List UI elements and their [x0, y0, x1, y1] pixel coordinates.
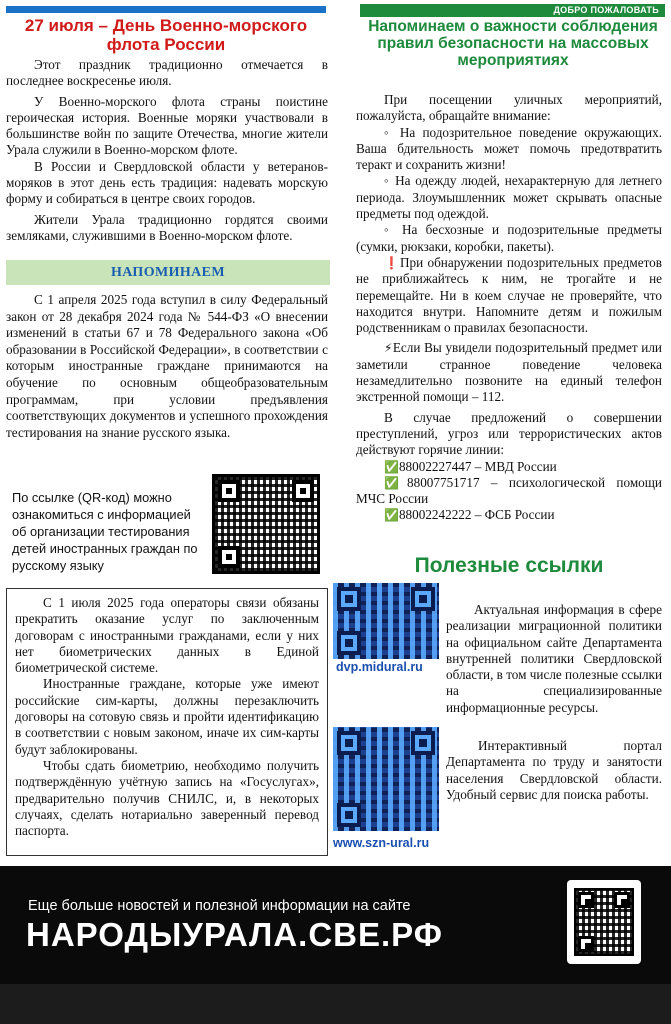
safety-bullet-1: ◦ На подозрительное поведение окружающих. Ваша бдительность может помочь предотвратить теракт и сохранить жизни!: [356, 124, 662, 173]
lightning-icon: ⚡: [384, 341, 393, 356]
sim-card-box: [6, 588, 328, 856]
hotline-2: ✅88007751717 – психологической помощи МЧС России: [356, 474, 662, 507]
safety-warning: ❗При обнаружении подозрительных предметов не приближайтесь к ним, не трогайте и не перемещайте. Ни в коем случае не проверяйте, что находится внутри. Напомните детям и пожилым родственникам о правилах безопасности.: [356, 254, 662, 336]
welcome-tag: ДОБРО ПОЖАЛОВАТЬ: [553, 5, 659, 15]
bullet-marker: ◦: [384, 222, 394, 238]
navy-para-1: Этот праздник традиционно отмечается в последнее воскресенье июля.: [6, 57, 328, 89]
hotline-3: ✅88002242222 – ФСБ России: [384, 507, 555, 523]
sim-para-2: Иностранные граждане, которые уже имеют российские сим-карты, должны перезаключить договоры на сотовую связь и пройти идентификацию в соответствии с новым законом, иначе их сим-карты будут заблокированы.: [15, 676, 319, 757]
bullet-marker: ◦: [384, 173, 391, 189]
bullet-marker: ◦: [384, 124, 393, 140]
safety-lightning: ⚡Если Вы увидели подозрительный предмет или заметили странное поведение человека незамедлительно позвоните на единый телефон экстренной помощи – 112.: [356, 340, 662, 405]
navy-day-text: [6, 57, 328, 244]
safety-intro: При посещении уличных мероприятий, пожалуйста, обращайте внимание:: [356, 92, 662, 124]
navy-para-2: У Военно-морского флота страны поистине героическая история. Военные моряки участвовали в большинстве войн по защите Отечества, многие жители Урала служили в Военно-морском флоте.: [6, 93, 328, 158]
footer-bottom-strip: [0, 984, 671, 1024]
szn-description: Интерактивный портал Департамента по труду и занятости населения Свердловской области. Удобный сервис для поиска работы.: [446, 738, 662, 802]
safety-bullet-2: ◦ На одежду людей, нехарактерную для летнего периода. Злоумышленник может скрывать опасные предметы под одеждой.: [356, 173, 663, 222]
footer-site-link[interactable]: НАРОДЫУРАЛА.СВЕ.РФ: [26, 916, 443, 953]
footer-caption: Еще больше новостей и полезной информации на сайте: [28, 898, 411, 914]
top-blue-bar: [6, 6, 326, 13]
footer-qr-frame: [567, 880, 641, 964]
szn-link[interactable]: www.szn-ural.ru: [333, 836, 430, 850]
reminder-para: С 1 апреля 2025 года вступил в силу Федеральный закон от 28 декабря 2024 года № 544-ФЗ «О внесении изменений в статьи 67 и 78 Федерального закона «Об образовании в Российской Федерации», в соответствии с которым иностранные граждане принимаются на обучение по основным общеобразовательным программам, при условии предъявления соответствующих документов и успешного прохождения тестирования на знание русского языка.: [6, 292, 328, 440]
sim-para-1: С 1 июля 2025 года операторы связи обязаны прекратить оказание услуг по заключенным договорам с иностранными гражданами, если у них нет биометрических данных в Единой биометрической системе.: [15, 595, 319, 676]
reminder-banner: НАПОМИНАЕМ: [6, 260, 330, 285]
navy-day-title: 27 июля – День Военно-морского флота России: [24, 16, 308, 54]
useful-links-title: Полезные ссылки: [414, 554, 604, 577]
dvp-link[interactable]: dvp.midural.ru: [336, 660, 423, 674]
sim-para-3: Чтобы сдать биометрию, необходимо получить подтверждённую учётную запись на «Госуслугах», предварительно получив СНИЛС, и, в некоторых случаях, сделать нотариально заверенный перевод паспорта.: [15, 757, 319, 839]
dvp-qr-code[interactable]: [333, 583, 439, 659]
safety-title: Напоминаем о важности соблюдения правил безопасности на массовых мероприятиях: [368, 18, 658, 69]
top-green-bar: [360, 4, 665, 17]
navy-para-3: В России и Свердловской области у ветеранов-моряков в этот день есть традиция: надевать морскую форму и собираться в центре своих городов.: [6, 158, 328, 207]
reminder-text: [6, 292, 328, 441]
safety-text: [356, 92, 662, 524]
qr-caption: По ссылке (QR-код) можно ознакомиться с информацией об организации тестирования детей иностранных граждан по русскому языку: [12, 490, 198, 573]
footer-qr-code[interactable]: [574, 888, 634, 956]
navy-para-4: Жители Урала традиционно гордятся своими земляками, служившими в Военно-морском флоте.: [6, 211, 328, 243]
hotline-1: ✅88002227447 – МВД России: [384, 458, 557, 474]
check-icon: ✅: [384, 508, 399, 523]
hotlines-intro: В случае предложений о совершении преступлений, угроз или террористических актов действуют горячие линии:: [356, 409, 662, 458]
testing-qr-code[interactable]: [212, 474, 320, 574]
check-icon: ✅: [384, 475, 408, 490]
exclamation-icon: ❗: [384, 255, 400, 270]
check-icon: ✅: [384, 459, 399, 474]
safety-bullet-3: ◦ На бесхозные и подозрительные предметы (сумки, рюкзаки, коробки, пакеты).: [356, 222, 662, 254]
szn-qr-code[interactable]: [333, 727, 439, 831]
dvp-description: Актуальная информация в сфере реализации миграционной политики на официальном сайте Департамента внутренней политики Свердловской области, в том числе полезные ссылки на специализированные информационные ресурсы.: [446, 602, 663, 715]
